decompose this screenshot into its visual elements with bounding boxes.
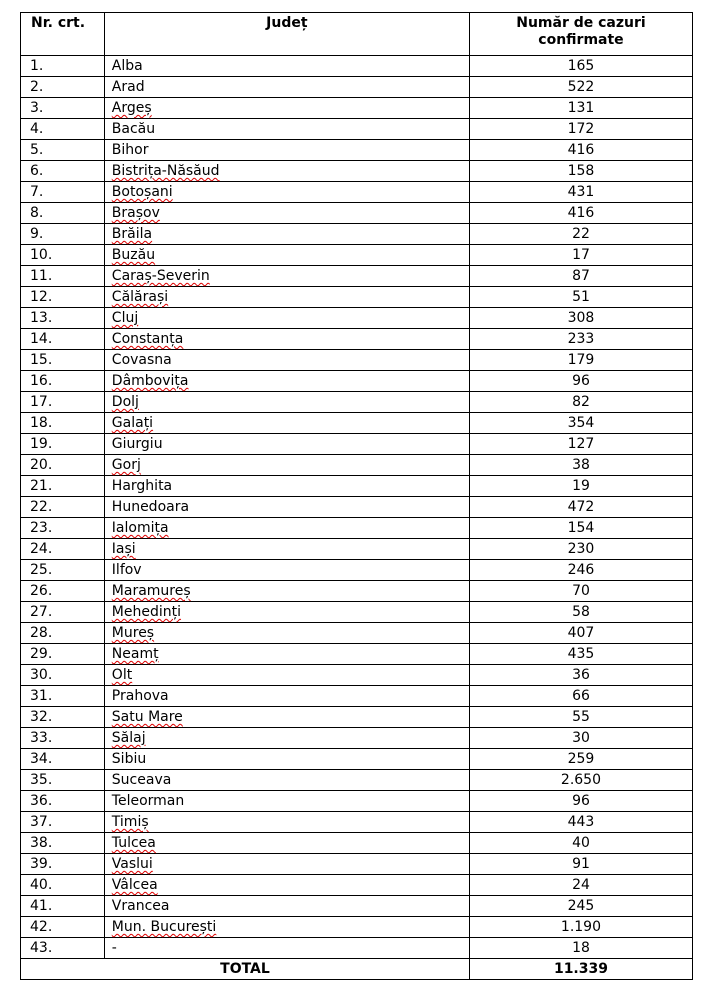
confirmed-cases: 158 xyxy=(469,161,692,182)
confirmed-cases: 24 xyxy=(469,875,692,896)
county-name-text: Mehedinți xyxy=(111,604,182,620)
table-row xyxy=(21,665,693,686)
county-name xyxy=(104,350,469,371)
table-row xyxy=(21,119,693,140)
county-name-text: Alba xyxy=(111,58,143,74)
row-number: 15. xyxy=(21,350,105,371)
row-number: 4. xyxy=(21,119,105,140)
row-number: 1. xyxy=(21,56,105,77)
county-name-text: Maramureș xyxy=(111,583,191,599)
county-name xyxy=(104,686,469,707)
county-name-text: Botoșani xyxy=(111,184,173,200)
county-name xyxy=(104,791,469,812)
confirmed-cases: 245 xyxy=(469,896,692,917)
county-name-text: Mun. București xyxy=(111,919,217,935)
total-label: TOTAL xyxy=(21,959,470,980)
table-row xyxy=(21,581,693,602)
county-name xyxy=(104,98,469,119)
county-name xyxy=(104,539,469,560)
county-name-text: Dâmbovița xyxy=(111,373,189,389)
row-number: 34. xyxy=(21,749,105,770)
confirmed-cases: 66 xyxy=(469,686,692,707)
table-row xyxy=(21,308,693,329)
row-number: 24. xyxy=(21,539,105,560)
table-row xyxy=(21,560,693,581)
table-row xyxy=(21,497,693,518)
row-number: 18. xyxy=(21,413,105,434)
confirmed-cases: 55 xyxy=(469,707,692,728)
row-number: 37. xyxy=(21,812,105,833)
county-name-text: Brașov xyxy=(111,205,160,221)
county-name xyxy=(104,812,469,833)
county-name xyxy=(104,203,469,224)
row-number: 27. xyxy=(21,602,105,623)
row-number: 35. xyxy=(21,770,105,791)
header-nr-crt: Nr. crt. xyxy=(21,13,105,56)
confirmed-cases: 172 xyxy=(469,119,692,140)
table-row xyxy=(21,812,693,833)
row-number: 31. xyxy=(21,686,105,707)
table-body xyxy=(21,56,693,959)
table-row xyxy=(21,392,693,413)
county-name xyxy=(104,245,469,266)
county-name xyxy=(104,623,469,644)
row-number: 16. xyxy=(21,371,105,392)
table-row xyxy=(21,875,693,896)
total-row xyxy=(21,959,693,980)
county-name xyxy=(104,140,469,161)
county-name xyxy=(104,644,469,665)
county-name-text: Ilfov xyxy=(111,562,142,578)
confirmed-cases: 416 xyxy=(469,140,692,161)
confirmed-cases: 18 xyxy=(469,938,692,959)
table-row xyxy=(21,140,693,161)
county-name xyxy=(104,917,469,938)
county-name-text: Arad xyxy=(111,79,145,95)
row-number: 7. xyxy=(21,182,105,203)
row-number: 26. xyxy=(21,581,105,602)
confirmed-cases: 19 xyxy=(469,476,692,497)
row-number: 8. xyxy=(21,203,105,224)
county-name-text: Vrancea xyxy=(111,898,170,914)
table-header-row xyxy=(21,13,693,56)
county-name-text: Brăila xyxy=(111,226,153,242)
row-number: 40. xyxy=(21,875,105,896)
confirmed-cases: 22 xyxy=(469,224,692,245)
confirmed-cases: 96 xyxy=(469,371,692,392)
county-name-text: Tulcea xyxy=(111,835,156,851)
county-name xyxy=(104,371,469,392)
confirmed-cases: 38 xyxy=(469,455,692,476)
county-name xyxy=(104,497,469,518)
confirmed-cases: 127 xyxy=(469,434,692,455)
county-name xyxy=(104,749,469,770)
header-judet: Județ xyxy=(104,13,469,56)
confirmed-cases: 87 xyxy=(469,266,692,287)
county-name xyxy=(104,875,469,896)
table-row xyxy=(21,434,693,455)
table-row xyxy=(21,224,693,245)
confirmed-cases: 522 xyxy=(469,77,692,98)
table-row xyxy=(21,686,693,707)
table-row xyxy=(21,749,693,770)
confirmed-cases: 30 xyxy=(469,728,692,749)
confirmed-cases: 40 xyxy=(469,833,692,854)
confirmed-cases: 70 xyxy=(469,581,692,602)
row-number: 29. xyxy=(21,644,105,665)
table-row xyxy=(21,518,693,539)
table-row xyxy=(21,917,693,938)
confirmed-cases: 407 xyxy=(469,623,692,644)
confirmed-cases: 431 xyxy=(469,182,692,203)
row-number: 11. xyxy=(21,266,105,287)
confirmed-cases: 165 xyxy=(469,56,692,77)
row-number: 5. xyxy=(21,140,105,161)
row-number: 17. xyxy=(21,392,105,413)
confirmed-cases: 246 xyxy=(469,560,692,581)
table-row xyxy=(21,455,693,476)
table-row xyxy=(21,896,693,917)
county-name xyxy=(104,938,469,959)
table-row xyxy=(21,329,693,350)
county-name-text: Prahova xyxy=(111,688,169,704)
confirmed-cases: 131 xyxy=(469,98,692,119)
county-name xyxy=(104,560,469,581)
county-name-text: Argeș xyxy=(111,100,152,116)
county-name xyxy=(104,308,469,329)
county-name-text: Olt xyxy=(111,667,133,683)
county-name xyxy=(104,119,469,140)
row-number: 38. xyxy=(21,833,105,854)
county-name-text: Satu Mare xyxy=(111,709,183,725)
county-name-text: Teleorman xyxy=(111,793,185,809)
table-row xyxy=(21,245,693,266)
county-name-text: Constanța xyxy=(111,331,184,347)
row-number: 23. xyxy=(21,518,105,539)
county-name-text: Cluj xyxy=(111,310,139,326)
table-row xyxy=(21,644,693,665)
cases-table xyxy=(20,12,693,980)
county-name-text: Hunedoara xyxy=(111,499,190,515)
county-name xyxy=(104,707,469,728)
county-name xyxy=(104,413,469,434)
county-name-text: Neamț xyxy=(111,646,159,662)
confirmed-cases: 51 xyxy=(469,287,692,308)
row-number: 9. xyxy=(21,224,105,245)
county-name-text: Suceava xyxy=(111,772,172,788)
county-name xyxy=(104,518,469,539)
county-name-text: Mureș xyxy=(111,625,155,641)
row-number: 33. xyxy=(21,728,105,749)
confirmed-cases: 154 xyxy=(469,518,692,539)
row-number: 20. xyxy=(21,455,105,476)
table-row xyxy=(21,161,693,182)
county-name-text: - xyxy=(111,940,117,956)
table-row xyxy=(21,707,693,728)
table-row xyxy=(21,602,693,623)
row-number: 10. xyxy=(21,245,105,266)
row-number: 12. xyxy=(21,287,105,308)
table-row xyxy=(21,266,693,287)
county-name xyxy=(104,896,469,917)
table-row xyxy=(21,539,693,560)
table-row xyxy=(21,56,693,77)
county-name xyxy=(104,77,469,98)
row-number: 39. xyxy=(21,854,105,875)
row-number: 25. xyxy=(21,560,105,581)
table-row xyxy=(21,623,693,644)
confirmed-cases: 58 xyxy=(469,602,692,623)
confirmed-cases: 259 xyxy=(469,749,692,770)
table-row xyxy=(21,728,693,749)
table-row xyxy=(21,413,693,434)
confirmed-cases: 435 xyxy=(469,644,692,665)
county-name xyxy=(104,728,469,749)
county-name-text: Galați xyxy=(111,415,154,431)
county-name-text: Iași xyxy=(111,541,136,557)
confirmed-cases: 230 xyxy=(469,539,692,560)
table-row xyxy=(21,203,693,224)
row-number: 3. xyxy=(21,98,105,119)
county-name xyxy=(104,287,469,308)
county-name-text: Covasna xyxy=(111,352,172,368)
county-name xyxy=(104,329,469,350)
confirmed-cases: 233 xyxy=(469,329,692,350)
table-row xyxy=(21,350,693,371)
county-name-text: Vâlcea xyxy=(111,877,158,893)
county-name xyxy=(104,854,469,875)
table-row xyxy=(21,98,693,119)
county-name-text: Călărași xyxy=(111,289,169,305)
county-name xyxy=(104,581,469,602)
confirmed-cases: 472 xyxy=(469,497,692,518)
county-name xyxy=(104,56,469,77)
county-name xyxy=(104,161,469,182)
confirmed-cases: 2.650 xyxy=(469,770,692,791)
confirmed-cases: 354 xyxy=(469,413,692,434)
confirmed-cases: 36 xyxy=(469,665,692,686)
county-name-text: Vaslui xyxy=(111,856,153,872)
row-number: 43. xyxy=(21,938,105,959)
row-number: 36. xyxy=(21,791,105,812)
county-name-text: Bacău xyxy=(111,121,156,137)
county-name-text: Bistrița-Năsăud xyxy=(111,163,220,179)
row-number: 21. xyxy=(21,476,105,497)
table-row xyxy=(21,854,693,875)
county-name-text: Buzău xyxy=(111,247,156,263)
table-row xyxy=(21,182,693,203)
row-number: 42. xyxy=(21,917,105,938)
row-number: 22. xyxy=(21,497,105,518)
header-confirmed-cases: Număr de cazuri confirmate xyxy=(469,13,692,56)
county-name-text: Timiș xyxy=(111,814,149,830)
row-number: 19. xyxy=(21,434,105,455)
table-row xyxy=(21,938,693,959)
county-name xyxy=(104,665,469,686)
table-row xyxy=(21,770,693,791)
confirmed-cases: 179 xyxy=(469,350,692,371)
county-name xyxy=(104,455,469,476)
row-number: 2. xyxy=(21,77,105,98)
table-row xyxy=(21,77,693,98)
table-row xyxy=(21,287,693,308)
table-row xyxy=(21,791,693,812)
county-name xyxy=(104,602,469,623)
confirmed-cases: 96 xyxy=(469,791,692,812)
county-name xyxy=(104,266,469,287)
county-name xyxy=(104,770,469,791)
county-name-text: Caraș-Severin xyxy=(111,268,210,284)
county-name-text: Gorj xyxy=(111,457,141,473)
row-number: 28. xyxy=(21,623,105,644)
confirmed-cases: 91 xyxy=(469,854,692,875)
row-number: 14. xyxy=(21,329,105,350)
row-number: 13. xyxy=(21,308,105,329)
county-name xyxy=(104,392,469,413)
table-row xyxy=(21,371,693,392)
total-value: 11.339 xyxy=(469,959,692,980)
confirmed-cases: 82 xyxy=(469,392,692,413)
table-row xyxy=(21,833,693,854)
confirmed-cases: 1.190 xyxy=(469,917,692,938)
county-name-text: Giurgiu xyxy=(111,436,163,452)
county-name xyxy=(104,833,469,854)
table-row xyxy=(21,476,693,497)
row-number: 30. xyxy=(21,665,105,686)
county-name xyxy=(104,476,469,497)
confirmed-cases: 308 xyxy=(469,308,692,329)
county-name xyxy=(104,182,469,203)
row-number: 41. xyxy=(21,896,105,917)
county-name xyxy=(104,224,469,245)
county-name xyxy=(104,434,469,455)
row-number: 32. xyxy=(21,707,105,728)
county-name-text: Sălaj xyxy=(111,730,146,746)
confirmed-cases: 416 xyxy=(469,203,692,224)
county-name-text: Sibiu xyxy=(111,751,147,767)
county-name-text: Harghita xyxy=(111,478,173,494)
county-name-text: Dolj xyxy=(111,394,139,410)
county-name-text: Bihor xyxy=(111,142,149,158)
confirmed-cases: 443 xyxy=(469,812,692,833)
county-name-text: Ialomița xyxy=(111,520,169,536)
row-number: 6. xyxy=(21,161,105,182)
confirmed-cases: 17 xyxy=(469,245,692,266)
